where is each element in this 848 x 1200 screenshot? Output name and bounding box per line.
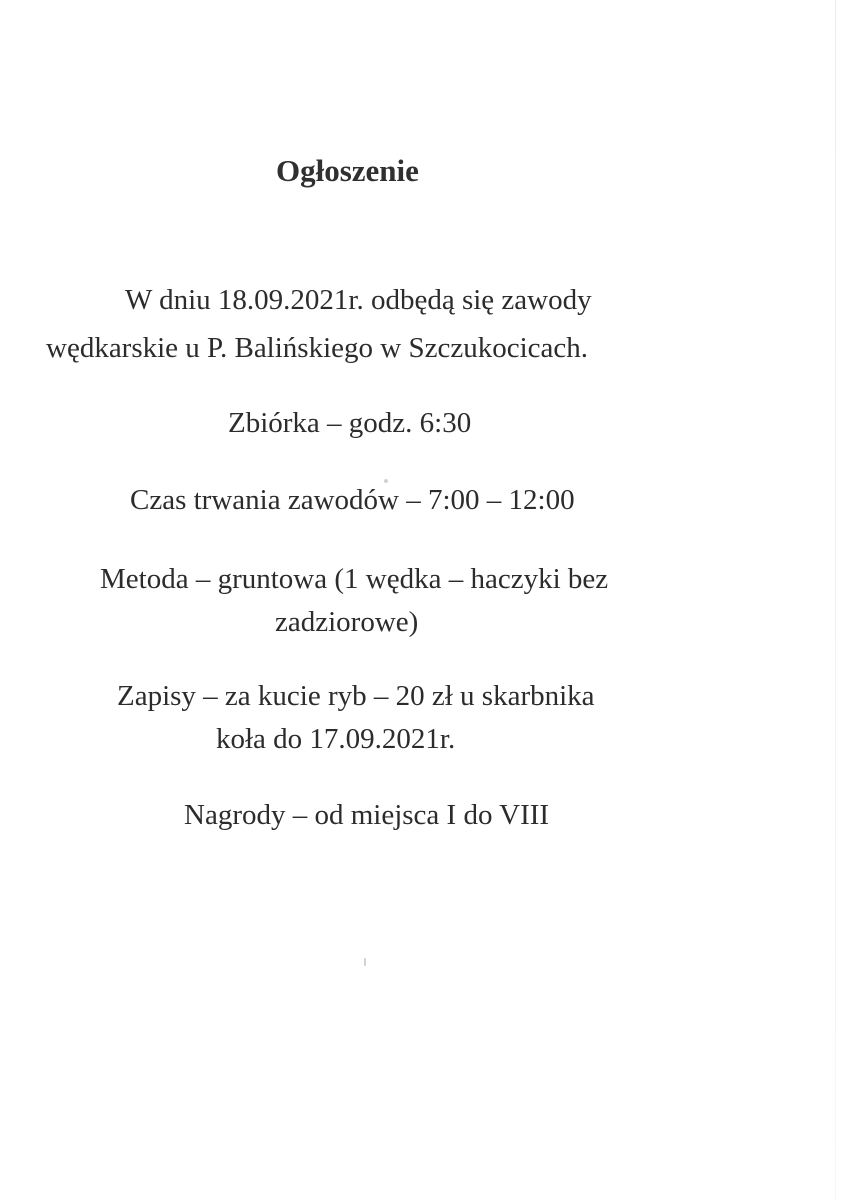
- scan-speck: [384, 479, 388, 483]
- registration-line-1: Zapisy – za kucie ryb – 20 zł u skarbnika: [117, 680, 595, 712]
- fishing-method-line-2: zadziorowe): [275, 606, 419, 638]
- scan-speck: [364, 958, 366, 966]
- scan-edge-line: [835, 0, 836, 1200]
- announcement-title: Ogłoszenie: [276, 153, 419, 188]
- registration-line-2: koła do 17.09.2021r.: [216, 723, 456, 755]
- intro-line-1: W dniu 18.09.2021r. odbędą się zawody: [125, 284, 592, 316]
- intro-line-2: wędkarskie u P. Balińskiego w Szczukocicach.: [46, 332, 588, 364]
- competition-duration-line: Czas trwania zawodów – 7:00 – 12:00: [130, 484, 575, 516]
- fishing-method-line-1: Metoda – gruntowa (1 wędka – haczyki bez: [100, 563, 609, 595]
- prizes-line: Nagrody – od miejsca I do VIII: [184, 799, 550, 831]
- gathering-time-line: Zbiórka – godz. 6:30: [228, 407, 472, 439]
